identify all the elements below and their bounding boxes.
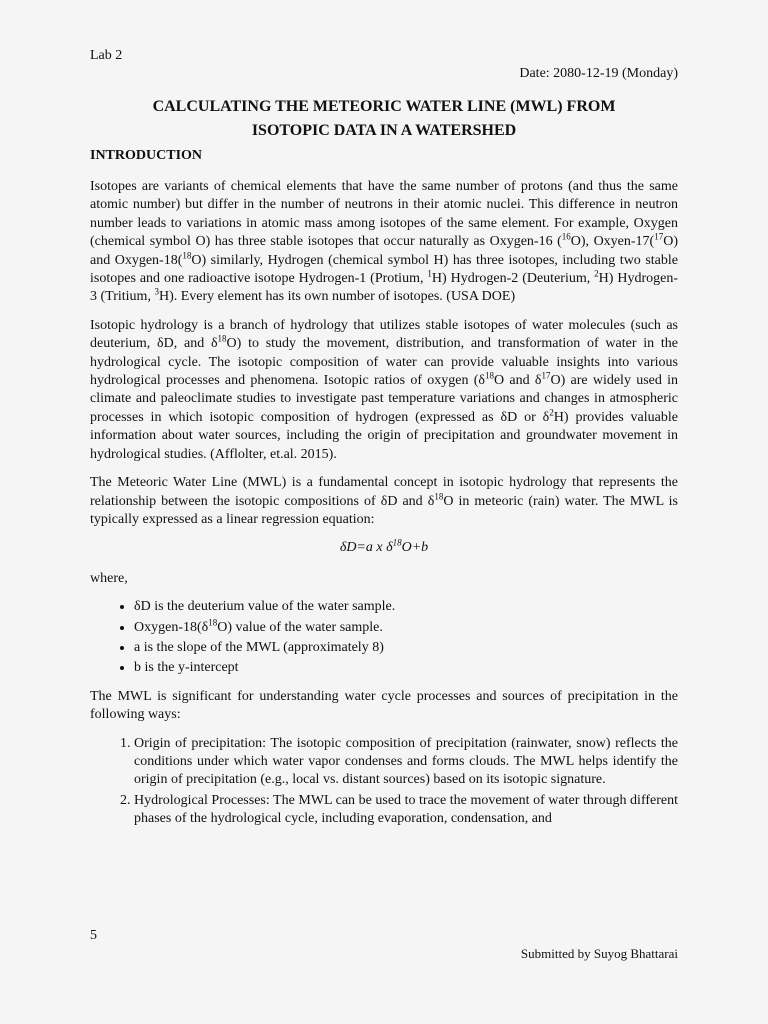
paragraph-isotopic-hydrology: Isotopic hydrology is a branch of hydrology that utilizes stable isotopes of water molecules (such as deuterium, δD, and $\delta^{18}O$) to study the movement, distribution, and transformation of water in the hydrological cycle. The isotopic composition of water can provide valuable insights into various hydrological processes and phenomena. Isotopic ratios of oxygen ($\delta^{18}O$ and $\delta^{17}O$) are widely used in climate and paleoclimate studies to investigate past temperature variations and changes in atmospheric processes in which isotopic composition of hydrogen (expressed as δD or $\delta^2H$) provides valuable information about water sources, including the origin of precipitation and groundwater movement in hydrological studies. (Afflolter, et.al. 2015).	[90, 317, 678, 462]
section-heading-introduction: INTRODUCTION	[90, 148, 203, 163]
lab-label: Lab 2	[90, 48, 123, 63]
body-text	[90, 178, 678, 831]
variable-list	[90, 598, 678, 678]
title-line-2: ISOTOPIC DATA IN A WATERSHED	[251, 122, 517, 139]
list-item: 2. Hydrological Processes: The MWL can be used to trace the movement of water through different phases of the hydrological cycle, including evaporation, condensation, and	[134, 792, 678, 829]
submitted-by: Submitted by Suyog Bhattarai	[520, 946, 678, 961]
list-item: 1. Origin of precipitation: The isotopic composition of precipitation (rainwater, snow) reflects the conditions under which water vapor condenses and forms clouds. The MWL helps identify the origin of precipitation (e.g., local vs. distant sources) based on its isotopic signature.	[134, 735, 678, 790]
page-number: 5	[90, 928, 97, 943]
list-item: • Oxygen-$18(\delta^{18}O)$ value of the water sample.	[134, 619, 678, 637]
mwl-equation: δD=a x $\delta^{18}O+b$	[339, 537, 429, 556]
paragraph-mwl: The Meteoric Water Line (MWL) is a fundamental concept in isotopic hydrology that represents the relationship between the isotopic compositions of δD and $\delta^{18}O$ in meteoric (rain) water. The MWL is typically expressed as a linear regression equation:	[90, 475, 678, 527]
date-line: Date: 2080-12-19 (Monday)	[519, 66, 678, 81]
title-line-1: CALCULATING THE METEORIC WATER LINE (MWL) FROM	[152, 98, 616, 115]
where-label: where,	[90, 570, 128, 586]
list-item: • a is the slope of the MWL (approximately 8)	[134, 639, 678, 657]
list-item: • δD is the deuterium value of the water sample.	[134, 598, 678, 616]
document-title	[90, 95, 678, 143]
paragraph-isotopes: Isotopes are variants of chemical elements that have the same number of protons (and thus the same atomic number) but differ in the number of neutrons in their atomic nuclei. This difference in neutron number leads to variations in atomic mass among isotopes of the same element. For example, Oxygen (chemical symbol O) has three stable isotopes that occur naturally as Oxygen-16 ($^{16}$O), Oxyen-17($^{17}$O) and Oxygen-18($^{18}$O) similarly, Hydrogen (chemical symbol H) has three isotopes, including two stable isotopes and one radioactive isotope Hydrogen-1 (Protium, $^1$H) Hydrogen-2 (Deuterium, $^2$H) Hydrogen-3 (Tritium, $^3$H). Every element has its own number of isotopes. (USA DOE)	[90, 179, 679, 305]
list-item: • b is the y-intercept	[134, 659, 678, 677]
significance-list	[90, 735, 678, 829]
paragraph-mwl-significance: The MWL is significant for understanding water cycle processes and sources of precipitation in the following ways:	[90, 688, 678, 723]
